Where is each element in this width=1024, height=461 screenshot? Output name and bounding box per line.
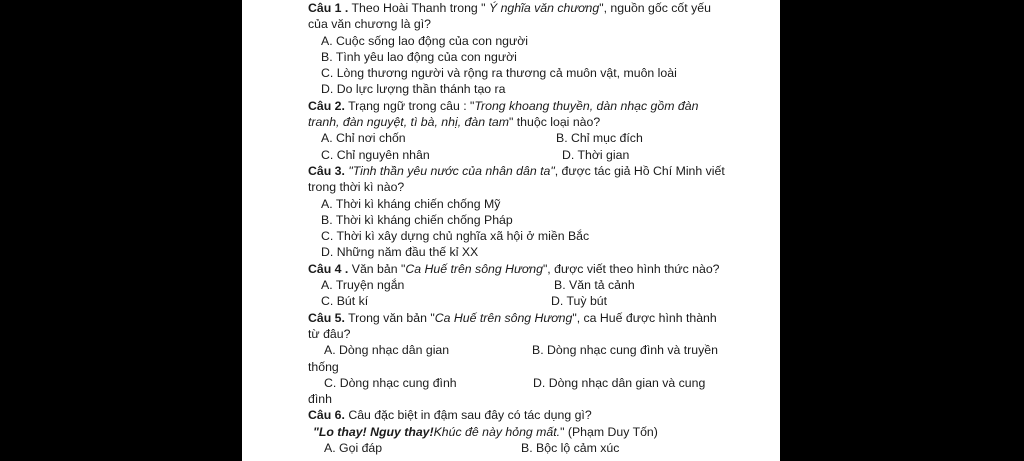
- document-page: [242, 0, 780, 461]
- question-3-option-a: A. Thời kì kháng chiến chống Mỹ: [321, 196, 501, 211]
- question-5-options-row-2: [308, 375, 774, 391]
- question-5-option-d-wrap: đình: [308, 392, 332, 407]
- question-3-option-b: B. Thời kì kháng chiến chống Pháp: [321, 212, 513, 227]
- question-5-option-b: B. Dòng nhạc cung đình và truyền: [532, 343, 718, 358]
- question-1-option-c: C. Lòng thương người và rộng ra thương cả muôn vật, muôn loài: [321, 66, 677, 81]
- question-6-quote-bold: "Lo thay! Nguy thay!: [313, 424, 434, 439]
- question-1-text: Theo Hoài Thanh trong ": [348, 1, 489, 15]
- question-6-options-row-1: [308, 440, 774, 456]
- question-5-quote: Ca Huế trên sông Hương: [434, 310, 573, 325]
- question-5-option-a: A. Dòng nhạc dân gian: [324, 343, 450, 358]
- question-1-quote: Ý nghĩa văn chương: [488, 1, 600, 15]
- question-6-option-a: A. Gọi đáp: [324, 441, 383, 456]
- question-1-label: Câu 1 .: [308, 1, 349, 15]
- question-5-options-row-1: [308, 342, 774, 358]
- question-1: [308, 0, 774, 16]
- question-2: [308, 98, 774, 114]
- question-3-line2: trong thời kì nào?: [308, 180, 405, 195]
- question-5-text-end: ", ca Huế được hình thành: [572, 310, 717, 325]
- question-5-text: Trong văn bản ": [344, 310, 435, 325]
- question-3-quote: "Tinh thần yêu nước của nhân dân ta": [348, 163, 555, 178]
- question-2-line2: [308, 114, 774, 130]
- question-2-label: Câu 2.: [308, 98, 345, 113]
- question-6: [308, 407, 774, 423]
- question-2-quote-2: tranh, đàn nguyệt, tì bà, nhị, đàn tam: [308, 115, 509, 130]
- question-2-text: Trạng ngữ trong câu : ": [344, 98, 475, 113]
- question-1-text-end: ", nguồn gốc cốt yếu: [599, 1, 711, 15]
- question-5-option-d: D. Dòng nhạc dân gian và cung: [533, 375, 706, 390]
- question-5-line2: từ đâu?: [308, 326, 351, 341]
- question-2-text-end: " thuộc loại nào?: [508, 115, 601, 130]
- document-content: [308, 0, 774, 456]
- question-2-option-d: D. Thời gian: [562, 147, 630, 162]
- question-4: [308, 261, 774, 277]
- question-2-option-c: C. Chỉ nguyên nhân: [321, 147, 430, 162]
- question-6-source: " (Phạm Duy Tốn): [560, 424, 658, 439]
- question-4-text: Văn bản ": [348, 261, 406, 276]
- question-2-quote-1: Trong khoang thuyền, dàn nhạc gồm đàn: [474, 98, 699, 113]
- question-4-quote: Ca Huế trên sông Hương: [405, 261, 543, 276]
- question-2-option-b: B. Chỉ mục đích: [556, 131, 643, 146]
- question-4-option-a: A. Truyện ngắn: [321, 278, 405, 293]
- question-4-option-b: B. Văn tả cảnh: [554, 278, 635, 293]
- question-4-option-d: D. Tuỳ bút: [551, 294, 608, 309]
- question-3-option-d: D. Những năm đầu thế kỉ XX: [321, 245, 479, 260]
- question-4-text-end: ", được viết theo hình thức nào?: [542, 261, 720, 276]
- question-5: [308, 310, 774, 326]
- question-6-option-b: B. Bộc lộ cảm xúc: [521, 441, 620, 456]
- question-4-label: Câu 4 .: [308, 261, 349, 276]
- question-3: [308, 163, 774, 179]
- question-1-line2: của văn chương là gì?: [308, 17, 431, 32]
- question-4-options-row-1: [308, 277, 774, 293]
- question-6-quote-line: [308, 424, 774, 440]
- question-5-option-b-wrap: thống: [308, 359, 339, 374]
- question-6-quote-rest: Khúc đê này hỏng mất.: [433, 424, 561, 439]
- question-4-option-c: C. Bút kí: [321, 294, 369, 309]
- question-4-options-row-2: [308, 293, 774, 309]
- question-2-option-a: A. Chỉ nơi chốn: [321, 131, 406, 146]
- question-6-label: Câu 6.: [308, 408, 345, 423]
- question-2-options-row-2: [308, 147, 774, 163]
- question-5-label: Câu 5.: [308, 310, 345, 325]
- question-1-option-b: B. Tình yêu lao động của con người: [321, 49, 517, 64]
- question-5-option-c: C. Dòng nhạc cung đình: [324, 375, 457, 390]
- question-1-option-d: D. Do lực lượng thần thánh tạo ra: [321, 82, 506, 97]
- question-6-text: Câu đặc biệt in đậm sau đây có tác dụng gì?: [344, 408, 592, 423]
- question-1-option-a: A. Cuộc sống lao động của con người: [321, 33, 529, 48]
- question-3-option-c: C. Thời kì xây dựng chủ nghĩa xã hội ở miền Bắc: [321, 229, 590, 244]
- question-3-label: Câu 3.: [308, 163, 345, 178]
- question-3-text-end: , được tác giả Hồ Chí Minh viết: [554, 163, 725, 178]
- question-2-options-row-1: [308, 130, 774, 146]
